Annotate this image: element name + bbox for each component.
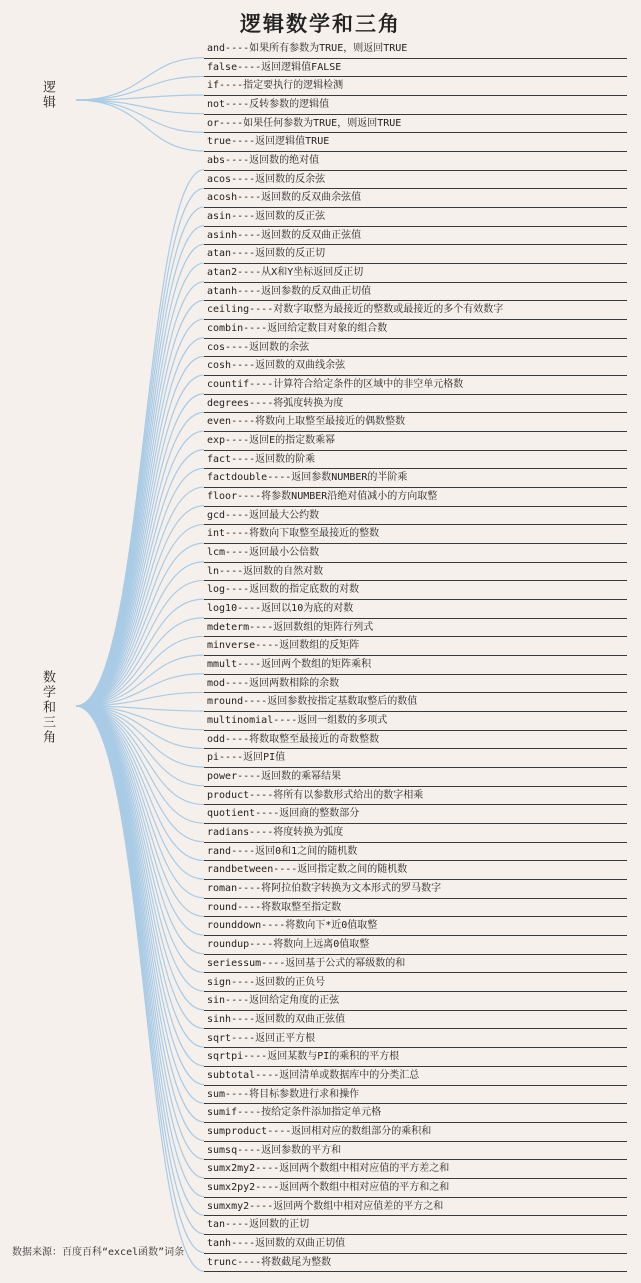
data-source-note: 数据来源：百度百科“excel函数”词条 [12, 1247, 185, 1258]
function-item: ln----返回数的自然对数 [204, 563, 627, 582]
function-item: sumx2my2----返回两个数组中相对应值的平方差之和 [204, 1160, 627, 1179]
branch-line [76, 706, 204, 879]
function-item: quotient----返回商的整数部分 [204, 805, 627, 824]
function-item: minverse----返回数组的反矩阵 [204, 637, 627, 656]
function-item: acosh----返回数的反双曲余弦值 [204, 189, 627, 208]
category-math-label: 数学和三角 [40, 670, 55, 745]
function-item: trunc----将数截尾为整数 [204, 1254, 627, 1273]
function-item: sumif----按给定条件添加指定单元格 [204, 1104, 627, 1123]
function-item: sinh----返回数的双曲正弦值 [204, 1011, 627, 1030]
function-item: sumsq----返回参数的平方和 [204, 1142, 627, 1161]
branch-line [76, 100, 204, 151]
function-item: exp----返回E的指定数乘幂 [204, 432, 627, 451]
function-item: log----返回数的指定底数的对数 [204, 581, 627, 600]
function-item: odd----将数取整至最接近的奇数整数 [204, 731, 627, 750]
function-item: not----反转参数的逻辑值 [204, 96, 627, 115]
function-item: mod----返回两数相除的余数 [204, 675, 627, 694]
function-item: sumxmy2----返回两个数组中相对应值差的平方之和 [204, 1198, 627, 1217]
function-item: lcm----返回最小公倍数 [204, 544, 627, 563]
function-item: cosh----返回数的双曲线余弦 [204, 357, 627, 376]
function-item: tan----返回数的正切 [204, 1216, 627, 1235]
function-item: power----返回数的乘幂结果 [204, 768, 627, 787]
function-item: pi----返回PI值 [204, 749, 627, 768]
function-item: sumproduct----返回相对应的数组部分的乘积和 [204, 1123, 627, 1142]
function-item: subtotal----返回清单或数据库中的分类汇总 [204, 1067, 627, 1086]
page-title: 逻辑数学和三角 [240, 11, 401, 36]
function-item: or----如果任何参数为TRUE，则返回TRUE [204, 115, 627, 134]
branch-line [76, 58, 204, 100]
function-item: sign----返回数的正负号 [204, 974, 627, 993]
function-item: if----指定要执行的逻辑检测 [204, 77, 627, 96]
branch-line [76, 100, 204, 132]
function-item: multinomial----返回一组数的多项式 [204, 712, 627, 731]
function-item: mround----返回参数按指定基数取整后的数值 [204, 693, 627, 712]
branch-line [76, 706, 204, 898]
function-item: roman----将阿拉伯数字转换为文本形式的罗马数字 [204, 880, 627, 899]
branch-line [76, 76, 204, 100]
function-item: asinh----返回数的反双曲正弦值 [204, 227, 627, 246]
branch-line [76, 95, 204, 100]
function-item: rand----返回0和1之间的随机数 [204, 843, 627, 862]
function-item: gcd----返回最大公约数 [204, 507, 627, 526]
function-item: true----返回逻辑值TRUE [204, 133, 627, 152]
function-item: floor----将参数NUMBER沿绝对值减小的方向取整 [204, 488, 627, 507]
branch-line [76, 706, 204, 1234]
category-logic-label: 逻辑 [40, 80, 55, 110]
function-item: ceiling----对数字取整为最接近的整数或最接近的多个有效数字 [204, 301, 627, 320]
function-item: sqrt----返回正平方根 [204, 1030, 627, 1049]
function-item: sqrtpi----返回某数与PI的乘积的平方根 [204, 1048, 627, 1067]
function-item: sin----返回给定角度的正弦 [204, 992, 627, 1011]
function-item: radians----将度转换为弧度 [204, 824, 627, 843]
function-item: seriessum----返回基于公式的幂级数的和 [204, 955, 627, 974]
function-item: round----将数取整至指定数 [204, 899, 627, 918]
function-item: mdeterm----返回数组的矩阵行列式 [204, 619, 627, 638]
function-item: and----如果所有参数为TRUE，则返回TRUE [204, 40, 627, 59]
function-item: sum----将目标参数进行求和操作 [204, 1086, 627, 1105]
function-item: mmult----返回两个数组的矩阵乘积 [204, 656, 627, 675]
function-item: even----将数向上取整至最接近的偶数整数 [204, 413, 627, 432]
branch-line [76, 188, 204, 706]
function-item: atanh----返回参数的反双曲正切值 [204, 283, 627, 302]
function-item: sumx2py2----返回两个数组中相对应值的平方和之和 [204, 1179, 627, 1198]
function-item: combin----返回给定数目对象的组合数 [204, 320, 627, 339]
function-item: factdouble----返回参数NUMBER的半阶乘 [204, 469, 627, 488]
function-item: cos----返回数的余弦 [204, 339, 627, 358]
function-item: countif----计算符合给定条件的区域中的非空单元格数 [204, 376, 627, 395]
function-item: acos----返回数的反余弦 [204, 171, 627, 190]
function-item: abs----返回数的绝对值 [204, 152, 627, 171]
function-item: degrees----将弧度转换为度 [204, 395, 627, 414]
function-item: false----返回逻辑值FALSE [204, 59, 627, 78]
function-item: tanh----返回数的双曲正切值 [204, 1235, 627, 1254]
function-item: fact----返回数的阶乘 [204, 451, 627, 470]
function-item: atan----返回数的反正切 [204, 245, 627, 264]
function-item: log10----返回以10为底的对数 [204, 600, 627, 619]
function-item: atan2----从X和Y坐标返回反正切 [204, 264, 627, 283]
function-item: asin----返回数的反正弦 [204, 208, 627, 227]
function-item: rounddown----将数向下*近0值取整 [204, 917, 627, 936]
function-item: int----将数向下取整至最接近的整数 [204, 525, 627, 544]
function-item: product----将所有以参数形式给出的数字相乘 [204, 787, 627, 806]
function-item: roundup----将数向上远离0值取整 [204, 936, 627, 955]
function-item: randbetween----返回指定数之间的随机数 [204, 861, 627, 880]
